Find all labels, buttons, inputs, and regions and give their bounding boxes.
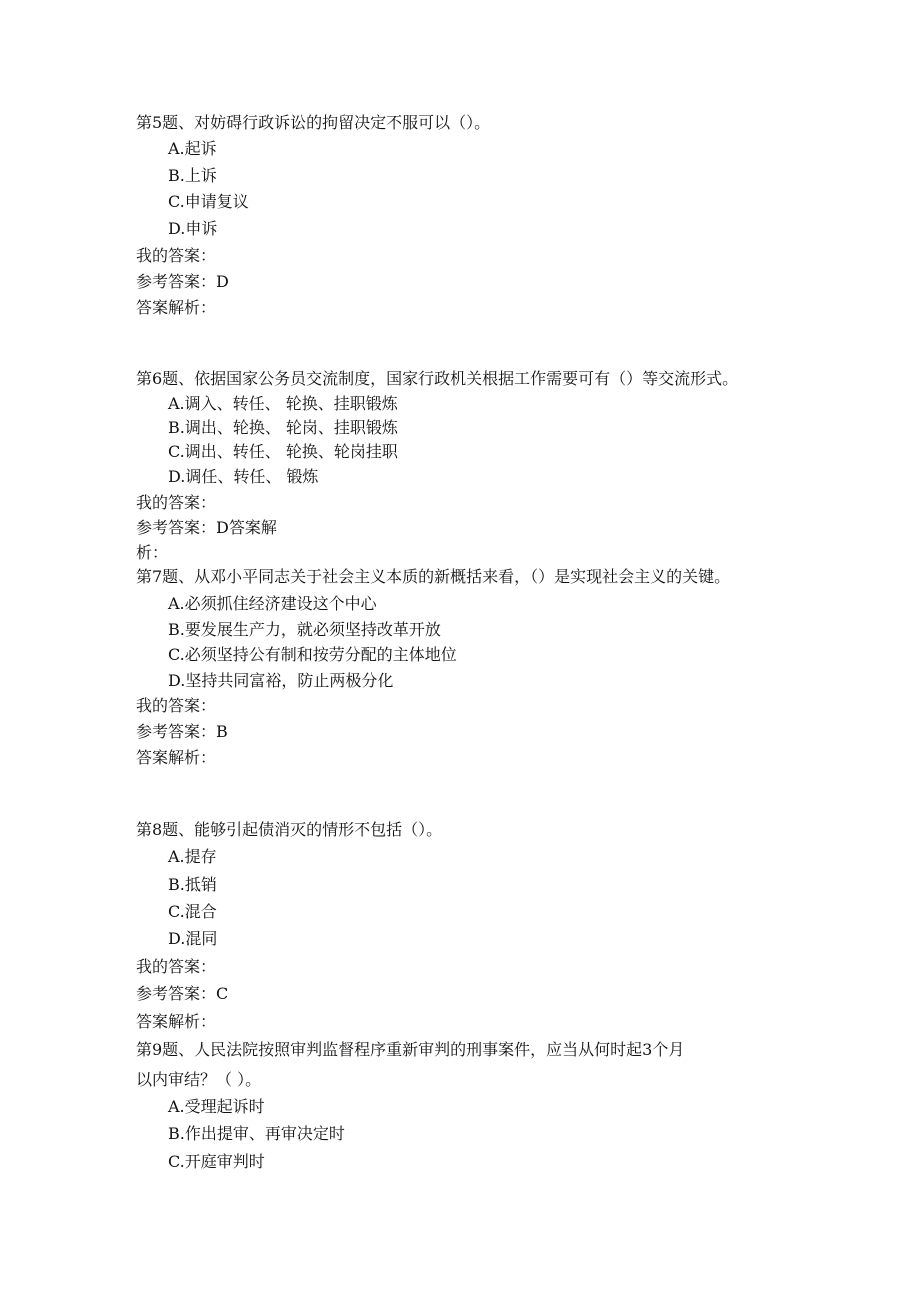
- my-answer: 我的答案：: [136, 696, 217, 715]
- question-text-line-1: 第9题、人民法院按照审判监督程序重新审判的刑事案件，应当从何时起3个月: [136, 1040, 685, 1059]
- option-a: A.调入、转任、 轮换、挂职锻炼: [168, 394, 398, 413]
- my-answer: 我的答案：: [136, 246, 217, 265]
- reference-answer: 参考答案：C: [136, 984, 229, 1003]
- option-c: C.调出、转任、 轮换、轮岗挂职: [168, 442, 398, 461]
- option-d: D.坚持共同富裕，防止两极分化: [168, 671, 394, 690]
- my-answer: 我的答案：: [136, 493, 217, 512]
- option-d: D.混同: [168, 929, 218, 948]
- question-text: 第6题、依据国家公务员交流制度，国家行政机关根据工作需要可有（）等交流形式。: [136, 369, 739, 388]
- answer-analysis: 答案解析：: [136, 1012, 217, 1031]
- option-b: B.上诉: [168, 166, 217, 185]
- my-answer: 我的答案：: [136, 957, 217, 976]
- reference-answer: 参考答案：D: [136, 272, 229, 291]
- option-d: D.调任、转任、 锻炼: [168, 467, 319, 486]
- question-text: 第8题、能够引起债消灭的情形不包括（）。: [136, 820, 443, 839]
- option-a: A.受理起诉时: [168, 1097, 265, 1116]
- option-b: B.作出提审、再审决定时: [168, 1124, 345, 1143]
- option-c: C.必须坚持公有制和按劳分配的主体地位: [168, 645, 457, 664]
- question-text: 第5题、对妨碍行政诉讼的拘留决定不服可以（）。: [136, 113, 491, 132]
- answer-analysis: 析：: [136, 543, 169, 562]
- reference-answer: 参考答案：B: [136, 722, 228, 741]
- option-b: B.要发展生产力，就必须坚持改革开放: [168, 620, 441, 639]
- option-a: A.提存: [168, 847, 217, 866]
- option-c: C.混合: [168, 902, 217, 921]
- option-d: D.申诉: [168, 219, 218, 238]
- option-c: C.申请复议: [168, 192, 249, 211]
- question-text: 第7题、从邓小平同志关于社会主义本质的新概括来看，（）是实现社会主义的关键。: [136, 567, 731, 586]
- option-b: B.调出、轮换、 轮岗、挂职锻炼: [168, 418, 398, 437]
- option-a: A.起诉: [168, 139, 217, 158]
- option-a: A.必须抓住经济建设这个中心: [168, 594, 377, 613]
- answer-analysis: 答案解析：: [136, 748, 217, 767]
- reference-answer: 参考答案：D答案解: [136, 518, 277, 537]
- answer-analysis: 答案解析：: [136, 298, 217, 317]
- option-c: C.开庭审判时: [168, 1152, 265, 1171]
- question-text-line-2: 以内审结？（ ）。: [136, 1070, 262, 1089]
- option-b: B.抵销: [168, 875, 217, 894]
